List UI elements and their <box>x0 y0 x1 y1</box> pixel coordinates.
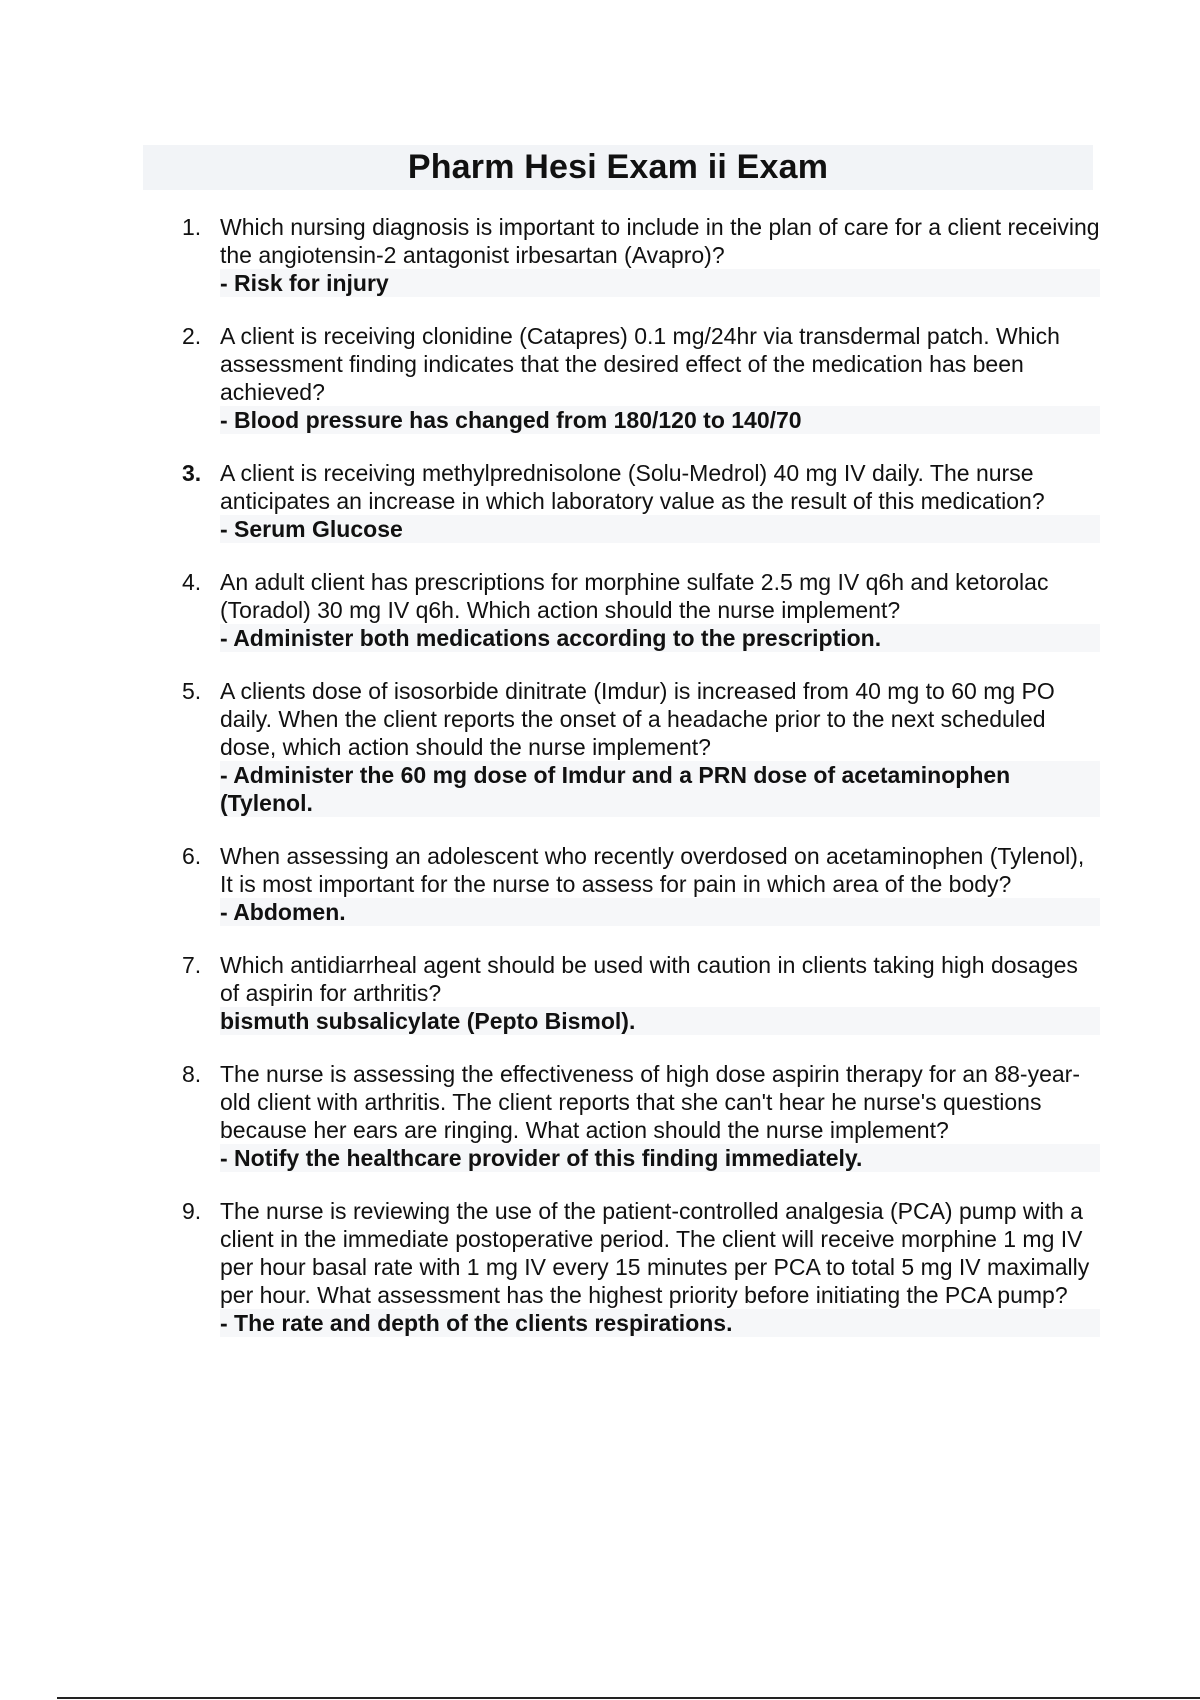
question-number: 9. <box>182 1198 202 1224</box>
answer-text: - Risk for injury <box>220 269 1100 297</box>
answer-text: - Administer both medications according to the prescription. <box>220 624 1100 652</box>
page-title: Pharm Hesi Exam ii Exam <box>407 148 829 186</box>
question-item-4 <box>170 568 1100 652</box>
question-text: A clients dose of isosorbide dinitrate (Imdur) is increased from 40 mg to 60 mg PO daily. When the client reports the onset of a headache prior to the next scheduled dose, which action should the nurse implement? <box>220 678 1055 760</box>
question-text: The nurse is assessing the effectiveness of high dose aspirin therapy for an 88-year-old client with arthritis. The client reports that she can't hear he nurse's questions because her ears are ringing. What action should the nurse implement? <box>220 1061 1080 1143</box>
answer-text: - Administer the 60 mg dose of Imdur and a PRN dose of acetaminophen (Tylenol. <box>220 761 1100 817</box>
question-number: 4. <box>182 569 202 595</box>
question-number: 7. <box>182 952 202 978</box>
answer-text: - The rate and depth of the clients respirations. <box>220 1309 1100 1337</box>
question-item-9 <box>170 1197 1100 1337</box>
question-text: A client is receiving methylprednisolone (Solu-Medrol) 40 mg IV daily. The nurse anticipates an increase in which laboratory value as the result of this medication? <box>220 460 1045 514</box>
answer-text: - Serum Glucose <box>220 515 1100 543</box>
answer-text: - Notify the healthcare provider of this finding immediately. <box>220 1144 1100 1172</box>
question-text: A client is receiving clonidine (Catapres) 0.1 mg/24hr via transdermal patch. Which assessment finding indicates that the desired effect of the medication has been achieved? <box>220 323 1060 405</box>
question-number: 5. <box>182 678 202 704</box>
question-text: Which antidiarrheal agent should be used with caution in clients taking high dosages of aspirin for arthritis? <box>220 952 1078 1006</box>
question-number: 2. <box>182 323 202 349</box>
question-text: The nurse is reviewing the use of the patient-controlled analgesia (PCA) pump with a client in the immediate postoperative period. The client will receive morphine 1 mg IV per hour basal rate with 1 mg IV every 15 minutes per PCA to total 5 mg IV maximally per hour. What assessment has the highest priority before initiating the PCA pump? <box>220 1198 1090 1308</box>
footer-divider <box>57 1697 1200 1699</box>
question-number: 3. <box>182 460 202 486</box>
question-item-5 <box>170 677 1100 817</box>
question-item-7 <box>170 951 1100 1035</box>
question-item-2 <box>170 322 1100 434</box>
question-item-1 <box>170 213 1100 297</box>
question-item-8 <box>170 1060 1100 1172</box>
question-text: Which nursing diagnosis is important to include in the plan of care for a client receiving the angiotensin-2 antagonist irbesartan (Avapro)? <box>220 214 1100 268</box>
question-item-6 <box>170 842 1100 926</box>
question-text: An adult client has prescriptions for morphine sulfate 2.5 mg IV q6h and ketorolac (Toradol) 30 mg IV q6h. Which action should the nurse implement? <box>220 569 1049 623</box>
answer-text: - Abdomen. <box>220 898 1100 926</box>
question-number: 8. <box>182 1061 202 1087</box>
title-bar <box>143 145 1093 190</box>
question-number: 6. <box>182 843 202 869</box>
answer-text: - Blood pressure has changed from 180/120 to 140/70 <box>220 406 1100 434</box>
question-text: When assessing an adolescent who recently overdosed on acetaminophen (Tylenol), It is most important for the nurse to assess for pain in which area of the body? <box>220 843 1085 897</box>
question-item-3 <box>170 459 1100 543</box>
question-number: 1. <box>182 214 202 240</box>
answer-text: bismuth subsalicylate (Pepto Bismol). <box>220 1007 1100 1035</box>
question-list <box>170 213 1100 1362</box>
